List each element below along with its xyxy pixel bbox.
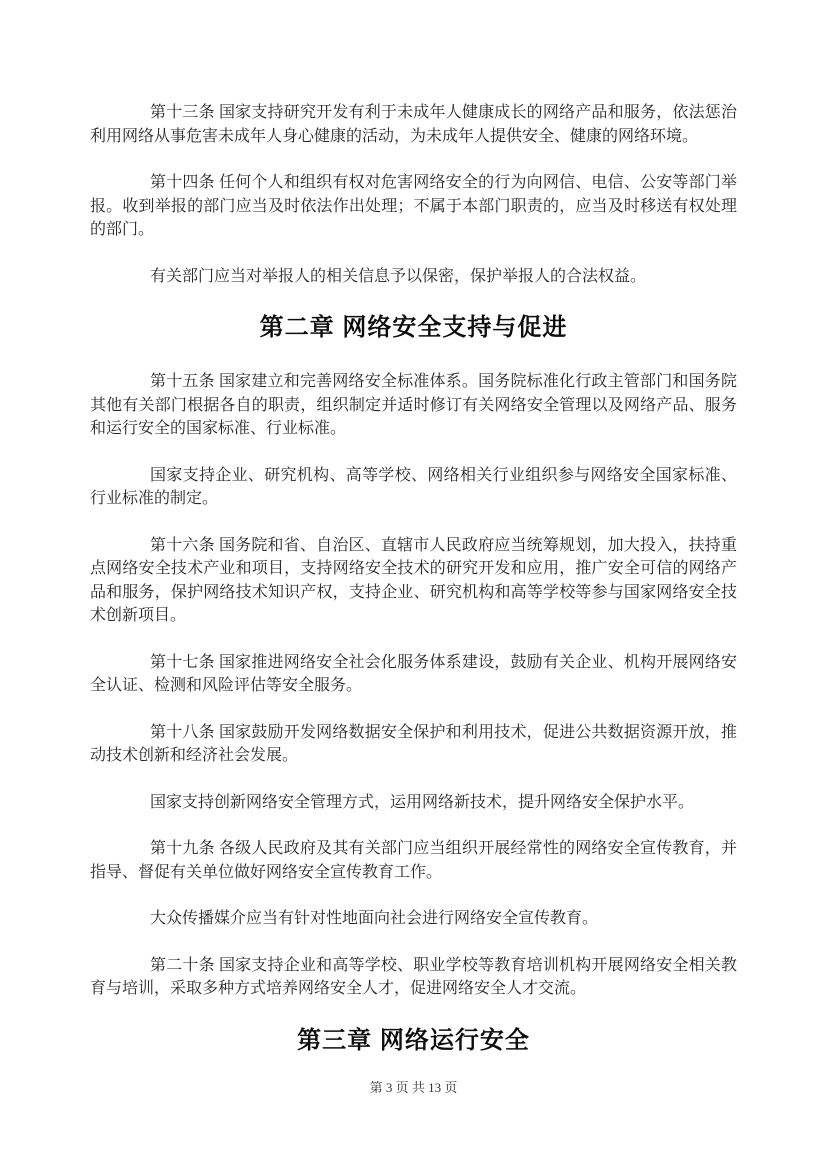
- article-17-paragraph: 第十七条 国家推进网络安全社会化服务体系建设，鼓励有关企业、机构开展网络安全认证、检测和风险评估等安全服务。: [90, 653, 737, 694]
- article-19-clause-2-paragraph: 大众传播媒介应当有针对性地面向社会进行网络安全宣传教育。: [150, 910, 599, 927]
- article-15-clause-2-paragraph: 国家支持企业、研究机构、高等学校、网络相关行业组织参与网络安全国家标准、行业标准的制定。: [90, 466, 737, 507]
- article-13-paragraph: 第十三条 国家支持研究开发有利于未成年人健康成长的网络产品和服务，依法惩治利用网络从事危害未成年人身心健康的活动，为未成年人提供安全、健康的网络环境。: [90, 104, 737, 145]
- chapter-3-heading: 第三章 网络运行安全: [297, 1026, 530, 1054]
- article-18-clause-2-paragraph: 国家支持创新网络安全管理方式，运用网络新技术，提升网络安全保护水平。: [150, 793, 695, 811]
- article-15-paragraph: 第十五条 国家建立和完善网络安全标准体系。国务院标准化行政主管部门和国务院其他有关部门根据各自的职责，组织制定并适时修订有关网络安全管理以及网络产品、服务和运行安全的国家标准、行业标准。: [90, 373, 737, 437]
- article-18-paragraph: 第十八条 国家鼓励开发网络数据安全保护和利用技术，促进公共数据资源开放，推动技术创新和经济社会发展。: [90, 723, 737, 764]
- article-14-clause-2-paragraph: 有关部门应当对举报人的相关信息予以保密，保护举报人的合法权益。: [150, 267, 647, 285]
- page-number-text: 第 3 页 共 13 页: [369, 1080, 458, 1095]
- article-19-paragraph: 第十九条 各级人民政府及其有关部门应当组织开展经常性的网络安全宣传教育，并指导、督促有关单位做好网络安全宣传教育工作。: [90, 840, 737, 881]
- page-footer: [0, 1080, 827, 1096]
- article-16-paragraph: 第十六条 国务院和省、自治区、直辖市人民政府应当统筹规划，加大投入，扶持重点网络安全技术产业和项目，支持网络安全技术的研究开发和应用，推广安全可信的网络产品和服务，保护网络技术知识产权，支持企业、研究机构和高等学校等参与国家网络安全技术创新项目。: [90, 536, 737, 624]
- chapter-2-heading: 第二章 网络安全支持与促进: [259, 314, 568, 341]
- article-20-paragraph: 第二十条 国家支持企业和高等学校、职业学校等教育培训机构开展网络安全相关教育与培训，采取多种方式培养网络安全人才，促进网络安全人才交流。: [90, 956, 737, 997]
- article-14-paragraph: 第十四条 任何个人和组织有权对危害网络安全的行为向网信、电信、公安等部门举报。收到举报的部门应当及时依法作出处理；不属于本部门职责的，应当及时移送有权处理的部门。: [90, 174, 737, 238]
